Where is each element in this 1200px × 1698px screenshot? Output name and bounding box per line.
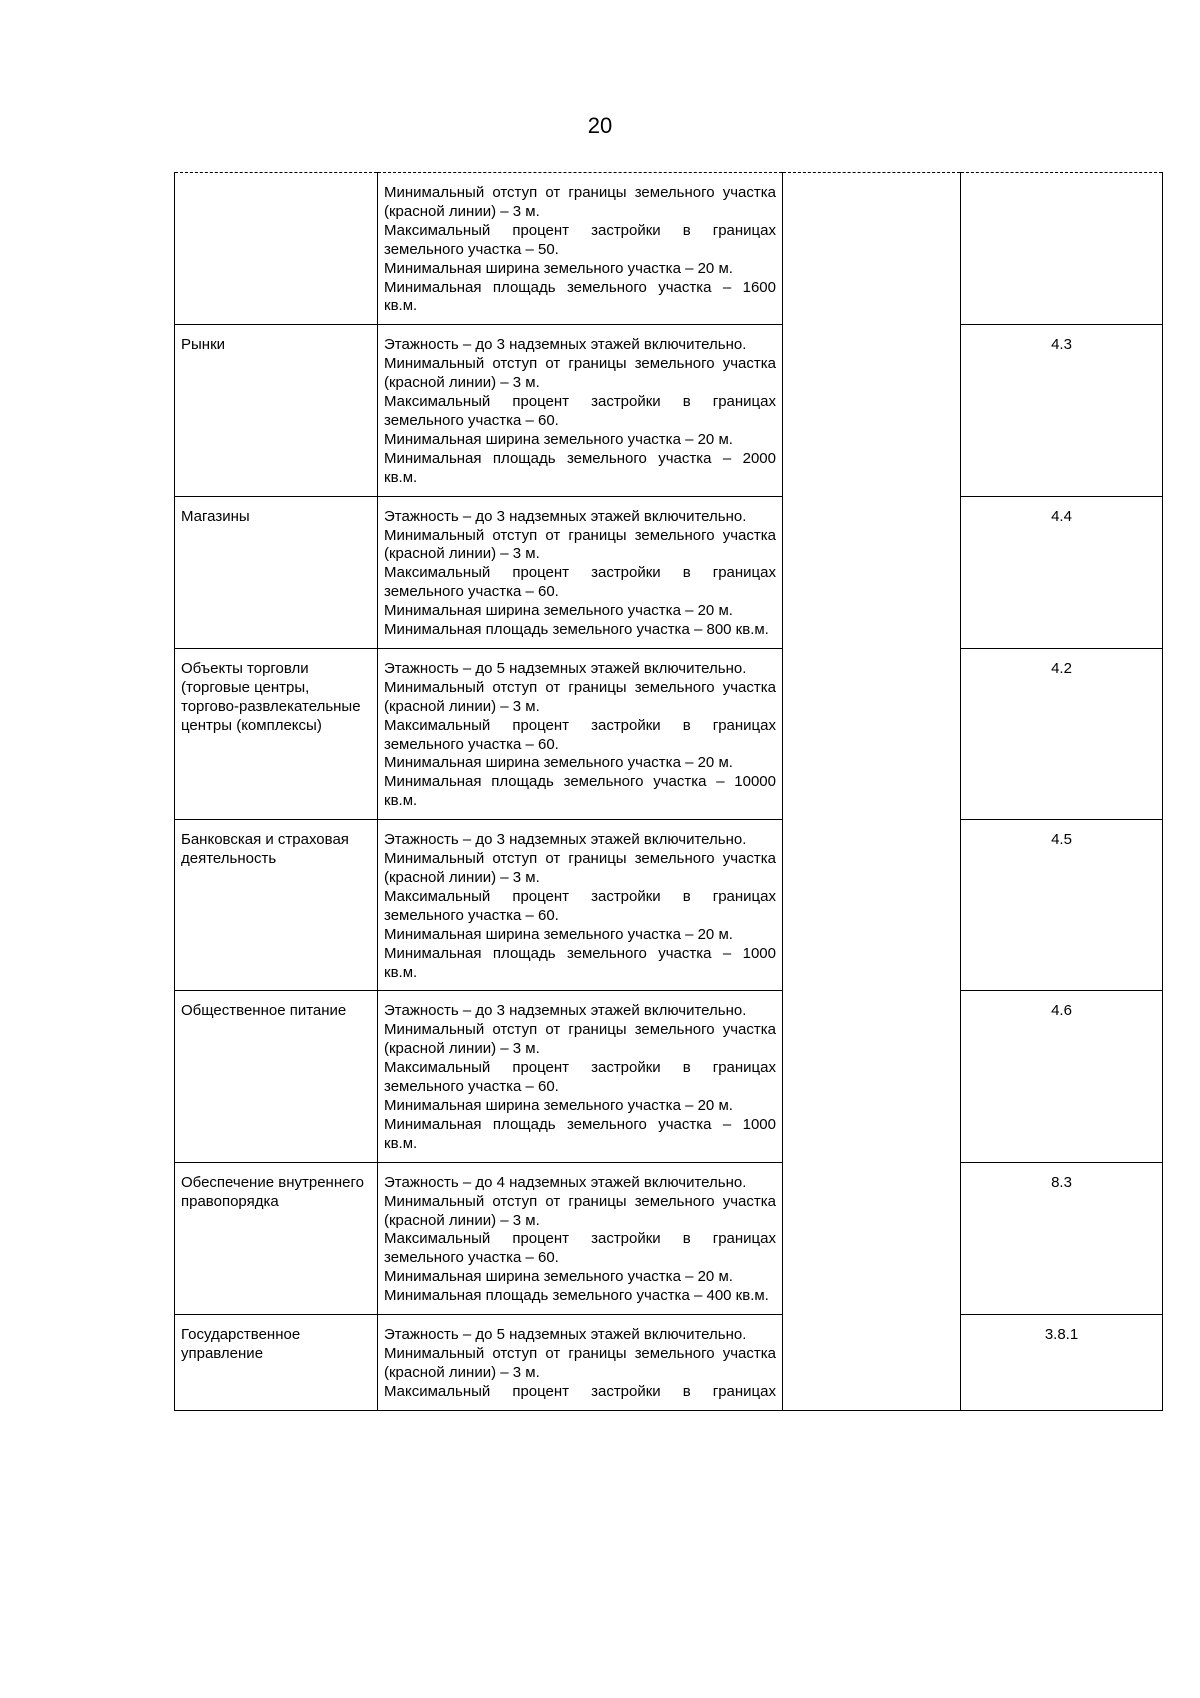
empty-cell — [783, 820, 961, 991]
parameter-line: Этажность – до 4 надземных этажей включительно. — [384, 1173, 747, 1191]
parameter-line: Минимальный отступ от границы земельного участка (красной линии) – 3 м. — [384, 355, 776, 392]
use-type-name: Общественное питание — [181, 1002, 347, 1020]
parameter-line: Минимальный отступ от границы земельного участка (красной линии) – 3 м. — [384, 850, 776, 886]
parameter-line: Минимальная площадь земельного участка – 1000 кв.м. — [384, 1115, 776, 1152]
parameters-cell — [378, 820, 783, 991]
parameter-line: Этажность – до 5 надземных этажей включительно. — [384, 659, 747, 677]
code-cell — [961, 1162, 1163, 1314]
parameters-text — [378, 991, 782, 1161]
parameters-cell — [378, 496, 783, 648]
parameters-cell — [378, 991, 783, 1162]
parameter-line: Минимальная ширина земельного участка – 20 м. — [384, 754, 733, 772]
parameter-line: Минимальная ширина земельного участка – 20 м. — [384, 602, 733, 620]
parameter-line: Минимальная площадь земельного участка – 10000 кв.м. — [384, 773, 776, 810]
use-type-cell — [175, 173, 378, 325]
empty-cell — [783, 1315, 961, 1411]
parameter-line: Минимальный отступ от границы земельного участка (красной линии) – 3 м. — [384, 678, 776, 715]
parameter-line: Максимальный процент застройки в границах земельного участка – 60. — [384, 887, 776, 924]
use-type-cell — [175, 991, 378, 1162]
code-cell — [961, 648, 1163, 819]
classifier-code — [961, 173, 1162, 192]
regulations-table — [174, 172, 1163, 1411]
parameters-cell — [378, 1162, 783, 1314]
parameter-line: Минимальная площадь земельного участка – 800 кв.м. — [384, 621, 769, 639]
empty-cell — [783, 496, 961, 648]
classifier-code: 4.5 — [1051, 831, 1072, 849]
parameter-line: Минимальная ширина земельного участка – 20 м. — [384, 925, 733, 943]
parameter-line: Минимальный отступ от границы земельного участка (красной линии) – 3 м. — [384, 1344, 776, 1381]
code-cell — [961, 820, 1163, 991]
table-row — [175, 991, 1163, 1162]
table-row — [175, 820, 1163, 991]
classifier-code: 4.4 — [1051, 507, 1072, 525]
parameter-line: Минимальная ширина земельного участка – 20 м. — [384, 259, 733, 277]
table-row — [175, 496, 1163, 648]
regulations-table-body — [175, 173, 1163, 1411]
table-row — [175, 648, 1163, 819]
code-cell — [961, 325, 1163, 496]
parameter-line: Этажность – до 3 надземных этажей включительно. — [384, 1002, 747, 1020]
classifier-code: 4.2 — [1051, 659, 1072, 677]
use-type-cell — [175, 325, 378, 496]
parameters-text — [378, 325, 782, 495]
empty-cell — [783, 648, 961, 819]
parameters-text — [378, 1315, 782, 1410]
empty-cell — [783, 1162, 961, 1314]
parameters-text — [378, 173, 782, 324]
use-type-cell — [175, 1162, 378, 1314]
table-row — [175, 1162, 1163, 1314]
parameters-text — [378, 497, 782, 648]
table-row — [175, 173, 1163, 325]
use-type-name: Магазины — [181, 507, 250, 525]
use-type-name: Обеспечение внутреннего правопорядка — [181, 1173, 364, 1210]
parameters-cell — [378, 1315, 783, 1411]
use-type-name — [175, 173, 377, 192]
parameter-line: Минимальная площадь земельного участка – 400 кв.м. — [384, 1287, 769, 1305]
empty-cell — [783, 991, 961, 1162]
empty-cell — [783, 325, 961, 496]
use-type-name: Государственное управление — [181, 1326, 301, 1362]
use-type-name: Объекты торговли (торговые центры, торгово-развлекательные центры (комплексы) — [181, 659, 361, 734]
parameters-text — [378, 1163, 782, 1314]
use-type-cell — [175, 1315, 378, 1411]
parameter-line: Минимальный отступ от границы земельного участка (красной линии) – 3 м. — [384, 184, 776, 220]
use-type-name: Рынки — [181, 336, 226, 354]
empty-cell — [783, 173, 961, 325]
parameter-line: Минимальная ширина земельного участка – 20 м. — [384, 430, 733, 448]
parameter-line: Максимальный процент застройки в границах земельного участка – 60. — [384, 716, 776, 753]
parameter-line: Минимальный отступ от границы земельного участка (красной линии) – 3 м. — [384, 1192, 776, 1229]
parameters-text — [378, 649, 782, 819]
use-type-cell — [175, 648, 378, 819]
code-cell — [961, 1315, 1163, 1411]
parameter-line: Этажность – до 3 надземных этажей включительно. — [384, 507, 747, 525]
classifier-code: 3.8.1 — [1044, 1326, 1079, 1344]
parameters-cell — [378, 173, 783, 325]
use-type-cell — [175, 496, 378, 648]
parameter-line: Минимальная ширина земельного участка – 20 м. — [384, 1268, 733, 1286]
parameters-text — [378, 820, 782, 990]
parameter-line: Минимальная площадь земельного участка – 1000 кв.м. — [384, 944, 776, 981]
parameter-line: Максимальный процент застройки в границах земельного участка – 60. — [384, 1230, 776, 1267]
parameter-line: Максимальный процент застройки в границах — [384, 1382, 776, 1400]
parameter-line: Минимальный отступ от границы земельного участка (красной линии) – 3 м. — [384, 526, 776, 563]
parameter-line: Минимальная площадь земельного участка – 1600 кв.м. — [384, 278, 776, 315]
classifier-code: 4.3 — [1051, 336, 1072, 354]
parameter-line: Минимальная площадь земельного участка – 2000 кв.м. — [384, 449, 776, 486]
parameter-line: Этажность – до 3 надземных этажей включительно. — [384, 831, 747, 849]
parameter-line: Минимальный отступ от границы земельного участка (красной линии) – 3 м. — [384, 1021, 776, 1058]
parameter-line: Максимальный процент застройки в границах земельного участка – 50. — [384, 221, 776, 258]
parameter-line: Этажность – до 5 надземных этажей включительно. — [384, 1326, 747, 1344]
parameter-line: Этажность – до 3 надземных этажей включительно. — [384, 336, 747, 354]
table-row — [175, 1315, 1163, 1411]
use-type-name: Банковская и страховая деятельность — [181, 831, 349, 868]
classifier-code: 4.6 — [1051, 1002, 1072, 1020]
parameter-line: Минимальная ширина земельного участка – 20 м. — [384, 1096, 733, 1114]
parameters-cell — [378, 648, 783, 819]
parameters-cell — [378, 325, 783, 496]
classifier-code: 8.3 — [1051, 1173, 1072, 1191]
parameter-line: Максимальный процент застройки в границах земельного участка – 60. — [384, 1059, 776, 1096]
parameter-line: Максимальный процент застройки в границах земельного участка – 60. — [384, 393, 776, 429]
table-row — [175, 325, 1163, 496]
page-number: 20 — [587, 113, 613, 138]
code-cell — [961, 173, 1163, 325]
parameter-line: Максимальный процент застройки в границах земельного участка – 60. — [384, 564, 776, 601]
use-type-cell — [175, 820, 378, 991]
code-cell — [961, 991, 1163, 1162]
code-cell — [961, 496, 1163, 648]
